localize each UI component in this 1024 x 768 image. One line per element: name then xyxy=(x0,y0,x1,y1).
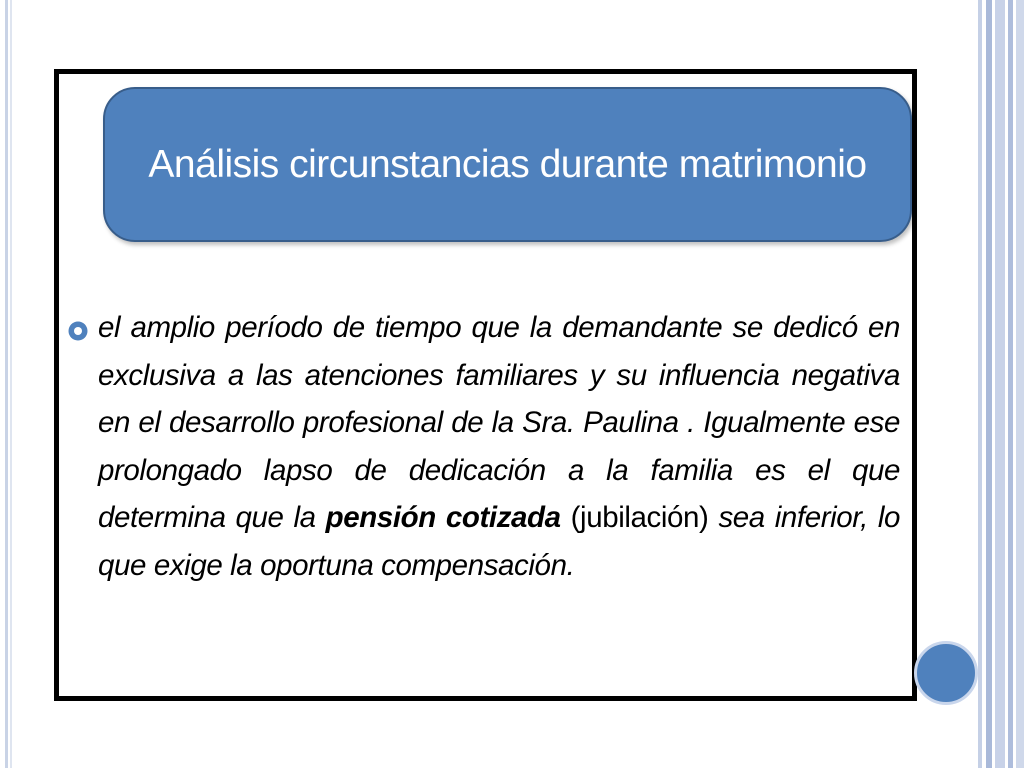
right-decorative-stripe-3 xyxy=(995,0,1005,768)
left-decorative-stripe-inner xyxy=(10,0,12,768)
left-decorative-stripe xyxy=(5,0,8,768)
right-decorative-stripe-1 xyxy=(978,0,982,768)
paragraph-text-upright: (jubilación) xyxy=(560,501,719,534)
slide-title: Análisis circunstancias durante matrimonio xyxy=(148,142,867,186)
decorative-circle xyxy=(914,641,978,705)
paragraph-text-italic: el amplio período de tiempo que la demandante se dedicó en exclusiva a las atenciones familiares y su influencia negativa en el desarrollo profesional de la Sra. Paulina . Igualmente ese prolongado lapso de dedicación a la familia es el que determina que la xyxy=(98,311,900,534)
title-box xyxy=(103,87,912,242)
right-decorative-stripe-5 xyxy=(1016,0,1024,768)
bullet-paragraph xyxy=(98,304,900,589)
paragraph-text-bold-italic: pensión cotizada xyxy=(325,501,561,534)
ring-bullet-icon xyxy=(67,320,89,342)
right-decorative-stripe-2 xyxy=(986,0,992,768)
paragraph-text-italic-end: sea inferior, lo que exige la oportuna compensación. xyxy=(98,501,900,582)
right-decorative-stripe-4 xyxy=(1008,0,1013,768)
